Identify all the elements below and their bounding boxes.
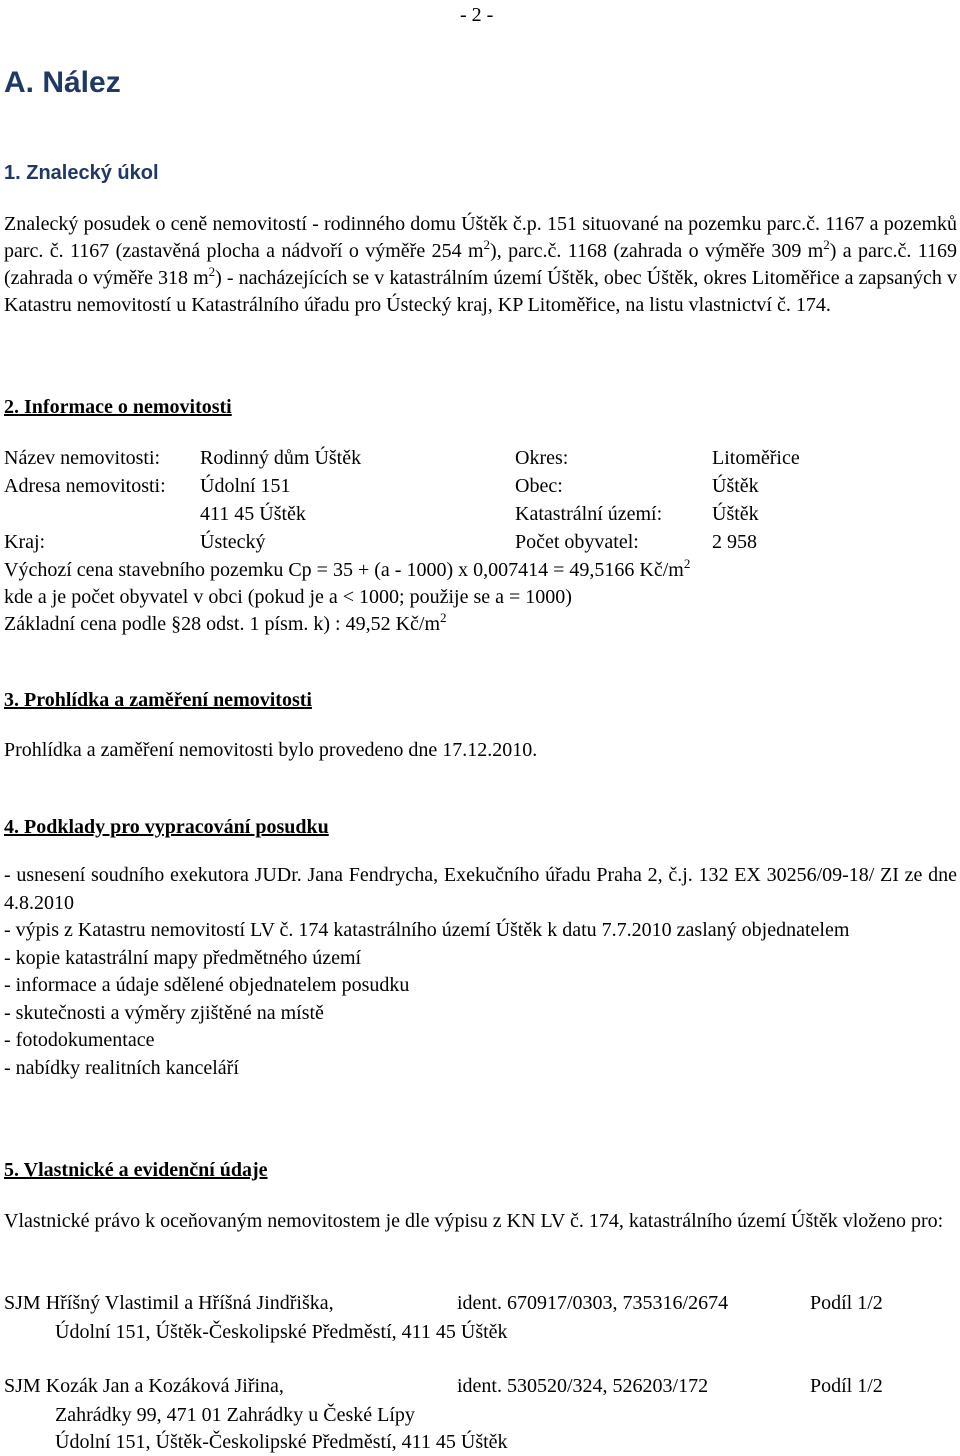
section-3-title: 3. Prohlídka a zaměření nemovitosti <box>4 689 312 711</box>
sources-list <box>4 862 957 1082</box>
price-formula: Výchozí cena stavebního pozemku Cp = 35 + (a - 1000) x 0,007414 = 49,5166 $Kč/m^2$ <box>4 556 691 581</box>
list-item: - usnesení soudního exekutora JUDr. Jana Fendrycha, Exekučního úřadu Praha 2, č.j. 132 EX 30256/09-18/ ZI ze dne 4.8.2010 <box>4 864 957 914</box>
owner-block <box>4 1290 954 1348</box>
info-row: Kraj: Ústecký Počet obyvatel: 2 958 <box>4 531 757 553</box>
owner-share: Podíl 1/2 <box>810 1292 883 1314</box>
info-row: 411 45 Úštěk Katastrální území: Úštěk <box>200 503 759 525</box>
list-item: - skutečnosti a výměry zjištěné na místě <box>4 1001 324 1024</box>
list-item: - informace a údaje sdělené objednatelem posudku <box>4 974 410 996</box>
section-5-title: 5. Vlastnické a evidenční údaje <box>4 1159 268 1181</box>
ownership-text: Vlastnické právo k oceňovaným nemovitostem je dle výpisu z KN LV č. 174, katastrálního území Úštěk vloženo pro: <box>4 1210 944 1232</box>
heading-task: 1. Znalecký úkol <box>4 162 159 184</box>
owner-share: Podíl 1/2 <box>810 1375 883 1397</box>
owner-ident: ident. 670917/0303, 735316/2674 <box>457 1292 729 1314</box>
list-item: - kopie katastrální mapy předmětného území <box>4 946 362 969</box>
info-row: Adresa nemovitosti: Údolní 151 Obec: Úštěk <box>4 475 759 497</box>
list-item: - nabídky realitních kanceláří <box>4 1056 239 1079</box>
inspection-text: Prohlídka a zaměření nemovitosti bylo provedeno dne 17.12.2010. <box>4 739 538 761</box>
owner-name: SJM Hříšný Vlastimil a Hříšná Jindřiška, <box>4 1292 334 1314</box>
section-4-title: 4. Podklady pro vypracování posudku <box>4 816 329 838</box>
info-row: Název nemovitosti: Rodinný dům Úštěk Okres: Litoměřice <box>4 447 800 469</box>
owner-ident: ident. 530520/324, 526203/172 <box>457 1375 709 1397</box>
owner-address: Údolní 151, Úštěk-Českolipské Předměstí, 411 45 Úštěk <box>55 1431 508 1453</box>
base-price: Základní cena podle §28 odst. 1 písm. k) : 49,52 $Kč/m^2$ <box>4 610 447 635</box>
owner-block <box>4 1373 954 1456</box>
owner-address: Údolní 151, Úštěk-Českolipské Předměstí, 411 45 Úštěk <box>55 1321 508 1343</box>
owner-address: Zahrádky 99, 471 01 Zahrádky u České Lípy <box>55 1404 415 1426</box>
list-item: - výpis z Katastru nemovitostí LV č. 174 katastrálního území Úštěk k datu 7.7.2010 zaslaný objednatelem <box>4 919 850 941</box>
page-number: - 2 - <box>460 4 494 26</box>
heading-main: A. Nález <box>4 66 121 99</box>
property-info-table <box>4 445 954 557</box>
task-paragraph: Znalecký posudek o ceně nemovitostí - rodinného domu Úštěk č.p. 151 situované na pozemku parc.č. 1167 a pozemků parc. č. 1167 (zastavěná plocha a nádvoří o výměře 254 $m^2$), parc.č. 1168 (zahrada o výměře 309 $m^2$) a parc.č. 1169 (zahrada o výměře 318 $m^2$) - nacházejících se v katastrálním území Úštěk, obec Úštěk, okres Litoměřice a zapsaných v Katastru nemovitostí u Katastrálního úřadu pro Ústecký kraj, KP Litoměřice, na listu vlastnictví č. 174. <box>4 213 957 316</box>
owner-name: SJM Kozák Jan a Kozáková Jiřina, <box>4 1375 284 1397</box>
population-note: kde a je počet obyvatel v obci (pokud je a < 1000; použije se a = 1000) <box>4 586 572 608</box>
section-2-title: 2. Informace o nemovitosti <box>4 396 232 418</box>
list-item: - fotodokumentace <box>4 1029 155 1051</box>
